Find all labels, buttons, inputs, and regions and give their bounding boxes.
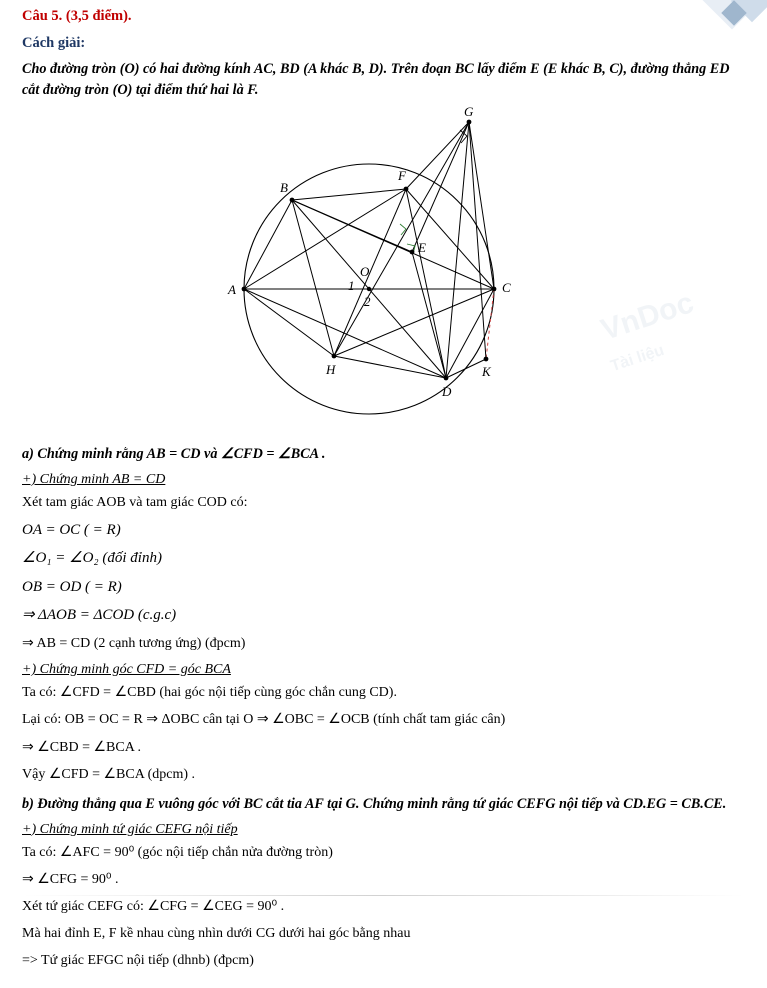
segment-HF — [334, 189, 406, 356]
segment-BH — [292, 200, 334, 356]
point-F — [403, 187, 408, 192]
segment-GH — [334, 122, 469, 356]
segment-GK — [469, 122, 486, 359]
problem-statement: Cho đường tròn (O) có hai đường kính AC, BD (A khác B, D). Trên đoạn BC lấy điểm E (E khác B, C), đường thẳng ED cắt đường tròn (O) tại điểm thứ hai là F. — [22, 61, 730, 98]
segment-GC — [469, 122, 494, 289]
label-G: G — [463, 104, 473, 120]
segment-BF — [292, 189, 406, 200]
part-b-subheading: +) Chứng minh tứ giác CEFG nội tiếp — [22, 821, 238, 837]
segment-CK-dashed — [486, 289, 494, 359]
point-C — [491, 287, 496, 292]
segment-HC — [334, 289, 494, 356]
part-a-line-4: ⇒ ΔAOB = ΔCOD (c.g.c) — [22, 607, 177, 624]
part-a-line2-1: Lại có: OB = OC = R ⇒ ΔOBC cân tại O ⇒ ∠OBC = ∠OCB (tính chất tam giác cân) — [22, 712, 506, 728]
part-a-line-2: ∠O₁ = ∠O₂ (đối đỉnh) — [22, 550, 162, 567]
segment-DK — [446, 359, 486, 378]
segment-FD — [406, 189, 446, 378]
label-H: H — [325, 362, 335, 378]
geometry-svg — [124, 104, 644, 424]
label-angle-2: 2 — [363, 294, 370, 310]
label-A: A — [227, 282, 236, 298]
watermark-text: VnDoc — [597, 286, 698, 347]
point-G — [466, 120, 471, 125]
point-E — [409, 250, 414, 255]
part-b-heading: b) Đường thẳng qua E vuông góc với BC cắt tia AF tại G. Chứng minh rằng tứ giác CEFG nội tiếp và CD.EG = CB.CE. — [22, 795, 727, 812]
solution-label: Cách giải: — [22, 35, 86, 51]
point-H — [331, 354, 336, 359]
part-b-line-4: => Tứ giác EFGC nội tiếp (dhnb) (đpcm) — [22, 953, 254, 969]
label-O: O — [359, 264, 369, 280]
watermark-subtext: Tài liệu — [608, 341, 667, 376]
label-F: F — [397, 168, 406, 184]
point-A — [241, 287, 246, 292]
part-b-line-0: Ta có: ∠AFC = 90⁰ (góc nội tiếp chắn nửa đường tròn) — [22, 844, 333, 860]
part-a-heading: a) Chứng minh rằng AB = CD và ∠CFD = ∠BCA . — [22, 446, 326, 463]
part-a-line-3: OB = OD ( = R) — [22, 578, 122, 595]
label-K: K — [481, 364, 491, 380]
page-divider — [22, 895, 745, 896]
part-a-line-0: Xét tam giác AOB và tam giác COD có: — [22, 494, 248, 510]
part-a-line2-0: Ta có: ∠CFD = ∠CBD (hai góc nội tiếp cùng góc chắn cung CD). — [22, 685, 397, 701]
point-B — [289, 198, 294, 203]
segment-AD — [244, 289, 446, 378]
segment-GD — [446, 122, 469, 378]
label-D: D — [441, 384, 451, 400]
geometry-figure — [22, 104, 745, 434]
question-title: Câu 5. (3,5 điểm). — [22, 8, 132, 24]
part-b-line-2: Xét tứ giác CEFG có: ∠CFG = ∠CEG = 90⁰ . — [22, 898, 285, 914]
label-C: C — [501, 280, 511, 296]
part-a-line2-2: ⇒ ∠CBD = ∠BCA . — [22, 739, 142, 755]
label-E: E — [417, 240, 426, 256]
point-D — [443, 376, 448, 381]
label-angle-1: 1 — [347, 278, 354, 294]
part-a-line-1: OA = OC ( = R) — [22, 521, 121, 538]
segment-FG — [406, 122, 469, 189]
segment-AB — [244, 200, 292, 289]
point-O — [366, 287, 370, 291]
segment-BE — [292, 200, 412, 252]
part-b-line-1: ⇒ ∠CFG = 90⁰ . — [22, 871, 119, 887]
segment-GE — [412, 122, 469, 252]
part-a-subheading-2: +) Chứng minh góc CFD = góc BCA — [22, 662, 231, 678]
part-b-line-3: Mà hai đỉnh E, F kề nhau cùng nhìn dưới CG dưới hai góc bằng nhau — [22, 926, 411, 942]
part-a-line-5: ⇒ AB = CD (2 cạnh tương ứng) (đpcm) — [22, 635, 246, 651]
label-B: B — [279, 180, 288, 196]
part-a-subheading-1: +) Chứng minh AB = CD — [22, 471, 166, 487]
corner-decoration — [701, 0, 767, 34]
part-a-line2-3: Vậy ∠CFD = ∠BCA (dpcm) . — [22, 766, 195, 782]
point-K — [483, 357, 488, 362]
